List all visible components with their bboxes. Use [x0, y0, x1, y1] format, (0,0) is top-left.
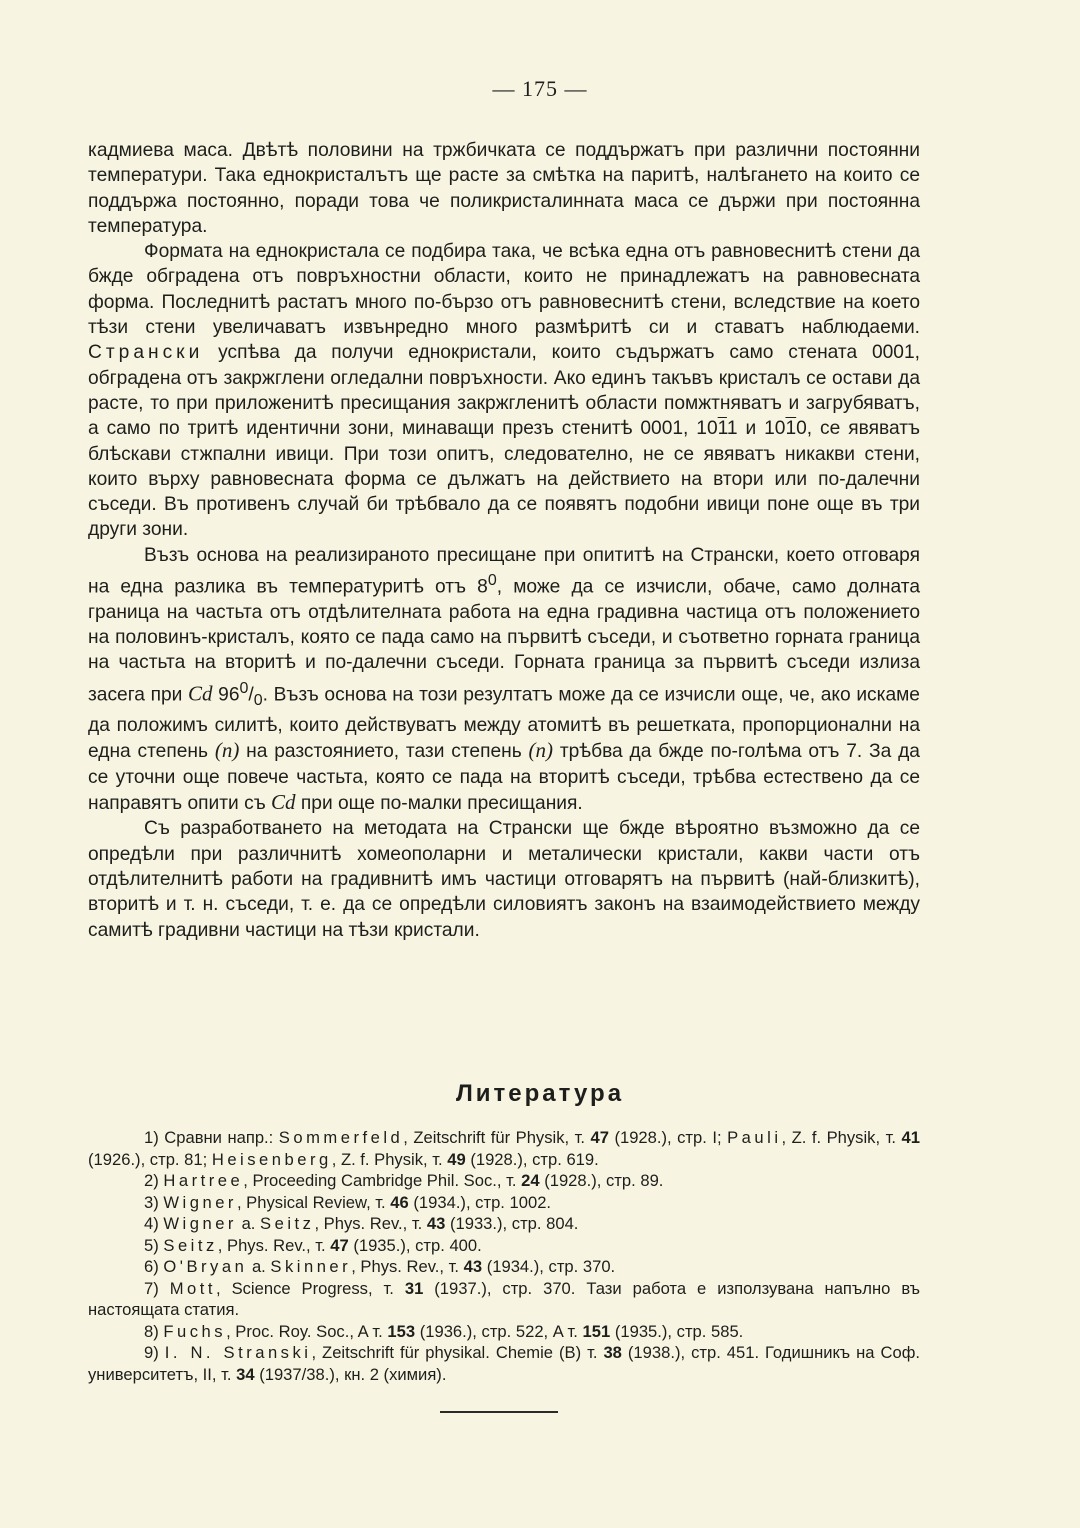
ref-text: (1934.), стр. 370. — [486, 1257, 616, 1276]
text-segment: трѣбва да бжде по-голѣма отъ 7. За да се уточни още повече частьта, която се пада на вторитѣ съседи, трѣбва естествено да се направятъ опити съ — [88, 741, 920, 815]
overline-digit: 1 — [717, 418, 727, 440]
text-segment: Възъ основа на реализираното пресищане при опититѣ на Странски, което отговаря на една разлика въ температуритѣ отъ 8 — [88, 544, 920, 598]
ref-author: Heisenberg — [211, 1149, 332, 1169]
text-segment: . Възъ основа на този резултатъ може да се изчисли още, че, ако искаме да положимъ силитѣ, които действуватъ между атомитѣ въ решетката, пропорционални на една степень — [88, 684, 920, 763]
element-symbol: Cd — [271, 790, 296, 815]
ref-author: Fuchs — [163, 1321, 227, 1341]
text-segment: при още по-малки пресищания. — [300, 793, 583, 815]
ref-text: , Phys. Rev., т. — [314, 1214, 423, 1233]
ref-author: Pauli — [727, 1128, 782, 1147]
ref-volume: 38 — [603, 1343, 622, 1362]
ref-text: (1936.), стр. 522, A т. — [419, 1321, 578, 1341]
ref-volume: 153 — [387, 1321, 416, 1341]
text-segment: успѣва да получи еднокристали, които съдържатъ само стената 0001, обградена отъ закржглени огледални повръхности. Ако единъ такъвъ кристалъ се остави да расте, то при приложенитѣ пресищания закржгленитѣ области помжтняватъ и загрубяватъ, а само по тритѣ идентични зони, минаващи презъ стенитѣ 0001, 10 — [88, 342, 920, 440]
ref-text: (1928.), стр. 89. — [544, 1171, 664, 1190]
ref-author: Sommerfeld — [278, 1128, 404, 1147]
ref-text: (1928.), стр. 619. — [470, 1149, 599, 1169]
ref-text: 9) — [144, 1343, 159, 1362]
ref-author: Skinner — [270, 1257, 352, 1276]
ref-text: , Proceeding Cambridge Phil. Soc., т. — [243, 1171, 517, 1190]
ref-text: 2) — [144, 1171, 159, 1190]
ref-text: (1937/38.), кн. 2 (химия). — [259, 1364, 447, 1384]
ref-volume: 46 — [390, 1192, 409, 1212]
ref-author: Wigner — [163, 1192, 237, 1212]
ref-volume: 47 — [590, 1128, 609, 1147]
ref-text: , Science Progress, т. — [216, 1278, 394, 1298]
ref-text: , Zeitschrift für Physik, т. — [403, 1128, 585, 1147]
ref-author: Mott — [169, 1278, 216, 1298]
ref-text: , Phys. Rev., т. — [351, 1257, 459, 1276]
paragraph-1: кадмиева маса. Двѣтѣ половини на тржбичката се поддържатъ при различни постоянни температури. Така еднокристалътъ ще расте за смѣтка на паритѣ, налѣгането на които се поддържа постоянно, поради това че поликристалинната маса се държи при постоянна температура. — [88, 140, 920, 237]
text-segment: на разстоянието, тази степень — [246, 741, 522, 763]
reference-list — [88, 1127, 920, 1385]
percent-value: 96 — [218, 684, 240, 706]
variable-n: (n) — [528, 738, 554, 763]
ref-text: 4) — [144, 1214, 159, 1233]
reference-item — [88, 1235, 920, 1257]
paragraph-3 — [88, 543, 920, 817]
ref-text: , Physical Review, т. — [236, 1192, 386, 1212]
ref-volume: 49 — [447, 1149, 466, 1169]
ref-text: , Phys. Rev., т. — [217, 1235, 326, 1255]
reference-item — [88, 1321, 920, 1343]
reference-item — [88, 1170, 920, 1192]
ref-text: (1933.), стр. 804. — [449, 1214, 579, 1233]
page-number: — 175 — — [492, 76, 588, 101]
ref-volume: 151 — [582, 1321, 611, 1341]
ref-author: Seitz — [163, 1235, 218, 1255]
ref-author: Hartree — [163, 1171, 244, 1190]
reference-item — [88, 1127, 920, 1170]
ref-text: (1928.), стр. I; — [614, 1128, 722, 1147]
text-segment: Формата на еднокристала се подбира така, че всѣка една отъ равновеснитѣ стени да бжде обградена отъ повръхностни области, които не принадлежатъ на равновесната форма. Последнитѣ растатъ много по-бързо отъ равновеснитѣ стени, вследствие на което тѣзи стени увеличаватъ извънредно много размѣритѣ си и ставатъ наблюдаеми. — [88, 241, 920, 339]
ref-text: 8) — [144, 1321, 159, 1341]
reference-item — [88, 1342, 920, 1385]
overline-digit: 1 — [785, 418, 797, 440]
text-segment: 0, се явяватъ блѣскави стжпални ивици. При този опитъ, следователно, не се явяватъ никакви стени, които върху равновесната форма се дължатъ на действието на втори или по-далечни съседи. Въ противенъ случай би трѣбвало да се появятъ подобни ивици поне още въ три други зони. — [88, 418, 920, 541]
ref-volume: 47 — [330, 1235, 349, 1255]
reference-item — [88, 1256, 920, 1278]
paragraph-4: Съ разработването на методата на Странски ще бжде вѣроятно възможно да се опредѣли при различнитѣ хомеополарни и металически кристали, какви части отъ отдѣлителнитѣ работи на градивнитѣ имъ частици отговарятъ на първитѣ (най-близкитѣ), вторитѣ и т. н. съседи, т. е. да се опредѣли силовиятъ законъ на взаимодействието между самитѣ градивни частици на тѣзи кристали. — [88, 818, 920, 941]
ref-author: Wigner — [163, 1214, 237, 1233]
ref-volume: 43 — [426, 1214, 446, 1233]
reference-item — [88, 1213, 920, 1235]
percent-sign-top: 0 — [239, 679, 249, 697]
ref-text: (1935.), стр. 585. — [614, 1321, 744, 1341]
paragraph-2 — [88, 239, 920, 543]
ref-volume: 31 — [404, 1278, 424, 1298]
ref-text: 1) Сравни напр.: — [144, 1128, 274, 1147]
ref-text: (1935.), стр. 400. — [353, 1235, 482, 1255]
element-symbol: Cd — [188, 681, 213, 706]
ref-text: 5) — [144, 1235, 159, 1255]
degree-superscript: 0 — [487, 572, 497, 590]
ref-text: , Z. f. Physik, т. — [781, 1128, 896, 1147]
ref-text: , Z. f. Physik, т. — [331, 1149, 443, 1169]
ref-text: 6) — [144, 1257, 159, 1276]
ref-text: a. — [251, 1257, 266, 1276]
ref-text: , Proc. Roy. Soc., A т. — [226, 1321, 383, 1341]
ref-volume: 34 — [236, 1364, 255, 1384]
text-segment: , може да се изчисли, обаче, само долната граница на частьта отъ отдѣлителната работа на една градивна частица отъ положението на половинъ-кристалъ, която се пада само на първитѣ съседи, и съответно горната граница на частьта на вторитѣ и по-далечни съседи. Горната граница за първитѣ съседи излиза засега при — [88, 576, 920, 706]
ref-text: (1934.), стр. 1002. — [413, 1192, 552, 1212]
ref-author: Seitz — [260, 1214, 315, 1233]
reference-item — [88, 1278, 920, 1321]
ref-text: 7) — [144, 1278, 159, 1298]
ref-author: I. N. Stranski — [164, 1343, 312, 1362]
author-name: Странски — [88, 342, 204, 364]
ref-text: 3) — [144, 1192, 159, 1212]
ref-text: (1937.), стр. 370. Тази работа е използувана напълно въ настоящата статия. — [88, 1278, 920, 1319]
literature-heading: Литература — [455, 1080, 625, 1107]
ref-text: (1938.), стр. 451. Годишникъ на Соф. университетъ, II, т. — [88, 1343, 920, 1384]
percent-sign-bottom: 0 — [253, 691, 263, 709]
reference-item — [88, 1192, 920, 1214]
percent-sign-slash: / — [248, 684, 254, 706]
variable-n: (n) — [214, 738, 240, 763]
end-rule — [440, 1411, 558, 1413]
ref-volume: 41 — [901, 1128, 920, 1147]
ref-text: (1926.), стр. 81; — [88, 1149, 208, 1169]
ref-author: O'Bryan — [163, 1257, 248, 1276]
ref-volume: 43 — [463, 1257, 483, 1276]
ref-text: a. — [241, 1214, 256, 1233]
ref-volume: 24 — [521, 1171, 540, 1190]
ref-text: , Zeitschrift für physikal. Chemie (B) т. — [311, 1343, 598, 1362]
text-segment: 1 и 10 — [726, 418, 786, 440]
article-body — [88, 138, 920, 943]
